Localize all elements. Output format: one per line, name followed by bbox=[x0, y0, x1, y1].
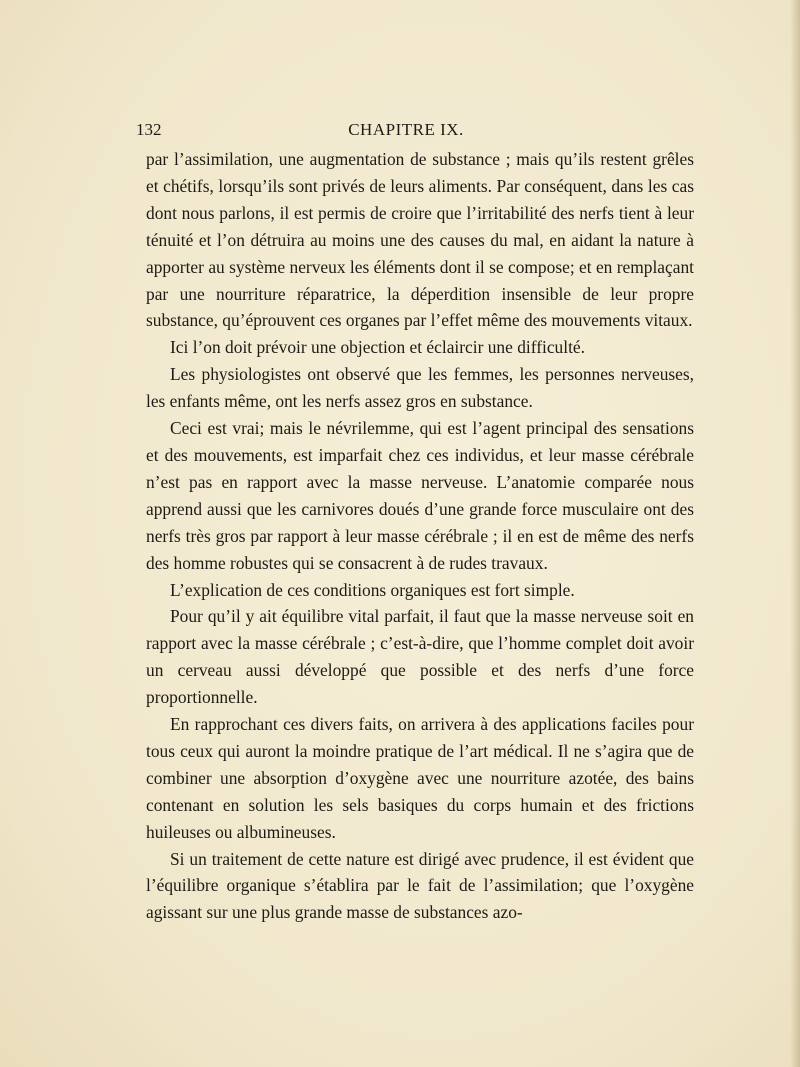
body-text bbox=[146, 146, 694, 926]
paragraph-8: Si un traitement de cette nature est dirigé avec prudence, il est évident que l’équilibre organique s’établira par le fait de l’assimilation; que l’oxygène agissant sur une plus grande masse de substances azo- bbox=[146, 848, 694, 923]
paragraph-5: L’explication de ces conditions organiques est fort simple. bbox=[170, 579, 575, 600]
paragraph-7: En rapprochant ces divers faits, on arrivera à des applications faciles pour tous ceux qui auront la moindre pratique de l’art médical. Il ne s’agira que de combiner une absorption d’oxygène avec une nourriture azotée, des bains contenant en solution les sels basiques du corps humain et des frictions huileuses ou albumineuses. bbox=[146, 714, 694, 842]
paragraph-6: Pour qu’il y ait équilibre vital parfait, il faut que la masse nerveuse soit en rapport avec la masse cérébrale ; c’est-à-dire, que l’homme complet doit avoir un cerveau aussi développé que possible et des nerfs d’une force proportionnelle. bbox=[146, 606, 694, 708]
running-title: CHAPITRE IX. bbox=[348, 120, 464, 139]
paragraph-4: Ceci est vrai; mais le névrilemme, qui est l’agent principal des sensations et des mouvements, est imparfait chez ces individus, et leur masse cérébrale n’est pas en rapport avec la masse nerveuse. L’anatomie comparée nous apprend aussi que les carnivores doués d’une grande force musculaire ont des nerfs très gros par rapport à leur masse cérébrale ; il en est de même des nerfs des homme robustes qui se consacrent à de rudes travaux. bbox=[146, 418, 694, 573]
paragraph-2: Ici l’on doit prévoir une objection et éclaircir une difficulté. bbox=[170, 337, 585, 358]
page-header bbox=[136, 119, 691, 141]
page-number: 132 bbox=[136, 120, 162, 139]
paragraph-3: Les physiologistes ont observé que les femmes, les personnes nerveuses, les enfants même, ont les nerfs assez gros en substance. bbox=[146, 364, 694, 412]
page-edge-shadow bbox=[790, 0, 800, 1067]
paragraph-1: par l’assimilation, une augmentation de substance ; mais qu’ils restent grêles et chétifs, lorsqu’ils sont privés de leurs aliments. Par conséquent, dans les cas dont nous parlons, il est permis de croire que l’irritabilité des nerfs tient à leur ténuité et l’on détruira au moins une des causes du mal, en aidant la nature à apporter au système nerveux les éléments dont il se compose; et en remplaçant par une nourriture réparatrice, la déperdition insensible de leur propre substance, qu’éprouvent ces organes par l’effet même des mouvements vitaux. bbox=[146, 149, 694, 331]
